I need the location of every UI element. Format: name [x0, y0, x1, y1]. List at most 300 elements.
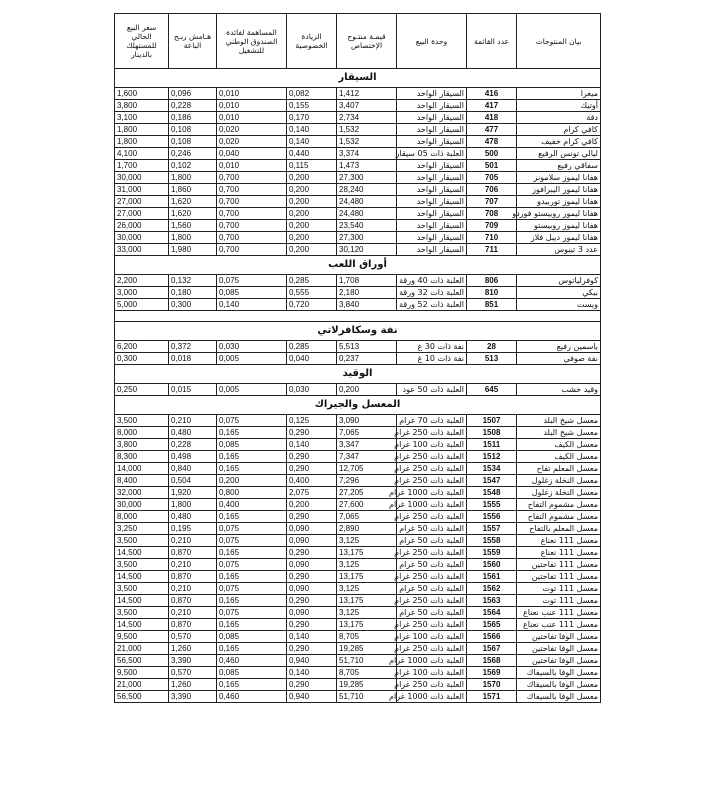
cell-margin: 0,372: [169, 341, 217, 353]
section-header-row: [115, 365, 601, 384]
cell-margin: 0,102: [169, 160, 217, 172]
cell-name: معسل 111 تفاحتين: [517, 559, 601, 571]
cell-increase: 0,090: [287, 535, 337, 547]
cell-margin: 1,800: [169, 172, 217, 184]
cell-value: 51,710: [337, 691, 397, 703]
cell-name: معسل 111 تفاحتين: [517, 571, 601, 583]
cell-contribution: 0,085: [217, 439, 287, 451]
cell-value: 19,285: [337, 679, 397, 691]
table-row: [115, 475, 601, 487]
table-row: [115, 463, 601, 475]
cell-unit: العلبة ذات 70 غرام: [397, 415, 467, 427]
cell-increase: 0,290: [287, 463, 337, 475]
table-header-row: [115, 14, 601, 69]
cell-unit: السيقار الواحد: [397, 220, 467, 232]
cell-code: 1512: [467, 451, 517, 463]
section-title: المعسل والجيراك: [115, 396, 601, 415]
cell-increase: 0,200: [287, 220, 337, 232]
cell-name: هفانا ليموز روبيستو فوردو: [517, 208, 601, 220]
cell-unit: العلبة ذات 100 غرام: [397, 631, 467, 643]
cell-name: كوفرلياتوس: [517, 275, 601, 287]
cell-value: 5,513: [337, 341, 397, 353]
cell-unit: العلبة ذات 50 غرام: [397, 607, 467, 619]
cell-name: وقيد خشب: [517, 384, 601, 396]
cell-unit: السيقار الواحد: [397, 184, 467, 196]
cell-contribution: 0,165: [217, 463, 287, 475]
table-row: [115, 499, 601, 511]
cell-name: ليالي تونس الرفيع: [517, 148, 601, 160]
cell-name: معسل النخلة زغلول: [517, 475, 601, 487]
cell-contribution: 0,700: [217, 172, 287, 184]
cell-price: 3,500: [115, 535, 169, 547]
cell-margin: 0,096: [169, 88, 217, 100]
cell-increase: 0,200: [287, 172, 337, 184]
table-row: [115, 667, 601, 679]
cell-contribution: 0,020: [217, 136, 287, 148]
cell-name: معسل الوفا بالسيفاك: [517, 679, 601, 691]
cell-name: ميغرا: [517, 88, 601, 100]
header-price: سعر البيع الحالي للمستهلك بالدينار: [115, 14, 169, 69]
table-row: [115, 160, 601, 172]
cell-margin: 3,390: [169, 655, 217, 667]
cell-name: كافي كرام خفيف: [517, 136, 601, 148]
cell-contribution: 0,700: [217, 232, 287, 244]
cell-name: معسل مشموم التفاح: [517, 511, 601, 523]
cell-name: معسل الوفا تفاحتين: [517, 643, 601, 655]
cell-unit: العلبة ذات 50 غرام: [397, 559, 467, 571]
cell-code: 1571: [467, 691, 517, 703]
cell-increase: 0,200: [287, 244, 337, 256]
cell-price: 5,000: [115, 299, 169, 311]
cell-price: 9,500: [115, 631, 169, 643]
cell-margin: 0,480: [169, 427, 217, 439]
table-row: [115, 595, 601, 607]
cell-unit: السيقار الواحد: [397, 124, 467, 136]
cell-price: 9,500: [115, 667, 169, 679]
cell-code: 1569: [467, 667, 517, 679]
cell-value: 1,532: [337, 136, 397, 148]
table-row: [115, 184, 601, 196]
cell-name: معسل الوفا بالسيفاك: [517, 667, 601, 679]
table-row: [115, 208, 601, 220]
cell-price: 0,300: [115, 353, 169, 365]
cell-increase: 0,090: [287, 583, 337, 595]
cell-contribution: 0,460: [217, 691, 287, 703]
cell-margin: 0,246: [169, 148, 217, 160]
cell-code: 418: [467, 112, 517, 124]
cell-code: 806: [467, 275, 517, 287]
cell-unit: نفة ذات 10 غ: [397, 353, 467, 365]
cell-name: أوتيك: [517, 100, 601, 112]
cell-code: 1564: [467, 607, 517, 619]
cell-increase: 0,030: [287, 384, 337, 396]
table-row: [115, 124, 601, 136]
cell-value: 19,285: [337, 643, 397, 655]
cell-code: 711: [467, 244, 517, 256]
cell-margin: 1,920: [169, 487, 217, 499]
cell-margin: 0,870: [169, 595, 217, 607]
cell-unit: العلبة ذات 50 عود: [397, 384, 467, 396]
cell-value: 3,125: [337, 559, 397, 571]
cell-price: 3,500: [115, 559, 169, 571]
cell-margin: 1,620: [169, 208, 217, 220]
cell-unit: السيقار الواحد: [397, 196, 467, 208]
cell-margin: 0,870: [169, 571, 217, 583]
cell-margin: 0,570: [169, 667, 217, 679]
cell-name: معسل المعلم بالتفاح: [517, 523, 601, 535]
cell-margin: 0,870: [169, 547, 217, 559]
cell-increase: 0,290: [287, 511, 337, 523]
cell-name: معسل الوفا بالسيفاك: [517, 691, 601, 703]
table-row: [115, 88, 601, 100]
cell-price: 3,800: [115, 100, 169, 112]
cell-increase: 0,290: [287, 679, 337, 691]
cell-contribution: 0,075: [217, 559, 287, 571]
section-title: الوقيد: [115, 365, 601, 384]
cell-contribution: 0,200: [217, 475, 287, 487]
cell-code: 710: [467, 232, 517, 244]
cell-code: 477: [467, 124, 517, 136]
cell-margin: 0,300: [169, 299, 217, 311]
cell-contribution: 0,700: [217, 208, 287, 220]
cell-margin: 1,260: [169, 679, 217, 691]
cell-margin: 1,560: [169, 220, 217, 232]
cell-unit: السيقار الواحد: [397, 208, 467, 220]
cell-contribution: 0,140: [217, 299, 287, 311]
cell-code: 513: [467, 353, 517, 365]
cell-increase: 0,200: [287, 232, 337, 244]
cell-price: 56,500: [115, 655, 169, 667]
cell-margin: 0,228: [169, 100, 217, 112]
cell-name: معسل المعلم تفاح: [517, 463, 601, 475]
cell-name: معسل شيخ البلد: [517, 415, 601, 427]
cell-price: 4,100: [115, 148, 169, 160]
table-row: [115, 275, 601, 287]
table-row: [115, 523, 601, 535]
cell-increase: 0,090: [287, 607, 337, 619]
cell-price: 14,500: [115, 547, 169, 559]
cell-unit: السيقار الواحد: [397, 232, 467, 244]
cell-code: 1568: [467, 655, 517, 667]
cell-unit: العلبة ذات 250 غرام: [397, 619, 467, 631]
cell-price: 21,000: [115, 679, 169, 691]
cell-code: 645: [467, 384, 517, 396]
cell-margin: 0,840: [169, 463, 217, 475]
cell-increase: 0,290: [287, 547, 337, 559]
cell-price: 3,250: [115, 523, 169, 535]
table-row: [115, 220, 601, 232]
cell-contribution: 0,700: [217, 196, 287, 208]
table-row: [115, 148, 601, 160]
cell-price: 14,500: [115, 619, 169, 631]
cell-price: 26,000: [115, 220, 169, 232]
table-row: [115, 535, 601, 547]
cell-code: 500: [467, 148, 517, 160]
cell-margin: 1,800: [169, 499, 217, 511]
cell-unit: العلبة ذات 50 غرام: [397, 583, 467, 595]
cell-code: 1566: [467, 631, 517, 643]
cell-margin: 1,260: [169, 643, 217, 655]
cell-name: معسل 111 عنب نعناع: [517, 619, 601, 631]
cell-increase: 0,400: [287, 475, 337, 487]
table-row: [115, 607, 601, 619]
table-row: [115, 559, 601, 571]
table-row: [115, 439, 601, 451]
cell-increase: 0,090: [287, 523, 337, 535]
cell-price: 56,500: [115, 691, 169, 703]
cell-margin: 1,860: [169, 184, 217, 196]
cell-value: 7,065: [337, 511, 397, 523]
cell-unit: العلبة ذات 1000 غرام: [397, 691, 467, 703]
header-name: بيان المنتوجات: [517, 14, 601, 69]
table-row: [115, 619, 601, 631]
cell-margin: 1,980: [169, 244, 217, 256]
spacer-row: [115, 311, 601, 322]
cell-price: 14,000: [115, 463, 169, 475]
cell-unit: السيقار الواحد: [397, 88, 467, 100]
cell-price: 3,000: [115, 287, 169, 299]
cell-code: 1547: [467, 475, 517, 487]
cell-unit: العلبة ذات 1000 غرام: [397, 655, 467, 667]
cell-contribution: 0,075: [217, 523, 287, 535]
cell-margin: 0,210: [169, 559, 217, 571]
cell-contribution: 0,085: [217, 631, 287, 643]
table-row: [115, 547, 601, 559]
cell-price: 27,000: [115, 196, 169, 208]
cell-value: 28,240: [337, 184, 397, 196]
table-row: [115, 571, 601, 583]
cell-price: 2,200: [115, 275, 169, 287]
cell-code: 478: [467, 136, 517, 148]
cell-increase: 0,125: [287, 415, 337, 427]
cell-value: 7,065: [337, 427, 397, 439]
cell-contribution: 0,165: [217, 547, 287, 559]
cell-increase: 0,200: [287, 184, 337, 196]
cell-name: هفانا ليموز اليبرافوز: [517, 184, 601, 196]
cell-code: 851: [467, 299, 517, 311]
cell-increase: 0,290: [287, 595, 337, 607]
header-unit: وحدة البيع: [397, 14, 467, 69]
cell-price: 8,300: [115, 451, 169, 463]
cell-contribution: 0,075: [217, 415, 287, 427]
cell-unit: العلبة ذات 250 غرام: [397, 475, 467, 487]
cell-unit: العلبة ذات 32 ورقة: [397, 287, 467, 299]
cell-value: 3,125: [337, 535, 397, 547]
cell-code: 707: [467, 196, 517, 208]
cell-contribution: 0,165: [217, 571, 287, 583]
cell-contribution: 0,075: [217, 535, 287, 547]
cell-contribution: 0,800: [217, 487, 287, 499]
cell-margin: 0,108: [169, 136, 217, 148]
cell-margin: 0,498: [169, 451, 217, 463]
cell-name: هفانا ليموز روبيستو: [517, 220, 601, 232]
cell-value: 1,532: [337, 124, 397, 136]
table-row: [115, 196, 601, 208]
cell-unit: العلبة ذات 1000 غرام: [397, 499, 467, 511]
cell-price: 1,600: [115, 88, 169, 100]
cell-margin: 1,800: [169, 232, 217, 244]
cell-contribution: 0,010: [217, 160, 287, 172]
cell-value: 2,180: [337, 287, 397, 299]
section-title: نفة وسكافرلاتي: [115, 322, 601, 341]
table-row: [115, 112, 601, 124]
cell-unit: العلبة ذات 250 غرام: [397, 643, 467, 655]
section-header-row: [115, 396, 601, 415]
cell-value: 13,175: [337, 547, 397, 559]
table-row: [115, 679, 601, 691]
table-row: [115, 100, 601, 112]
cell-price: 8,000: [115, 511, 169, 523]
cell-code: 810: [467, 287, 517, 299]
cell-unit: السيقار الواحد: [397, 172, 467, 184]
table-row: [115, 299, 601, 311]
cell-value: 27,300: [337, 232, 397, 244]
table-row: [115, 643, 601, 655]
table-row: [115, 427, 601, 439]
cell-contribution: 0,165: [217, 427, 287, 439]
cell-unit: العلبة ذات 1000 غرام: [397, 487, 467, 499]
cell-increase: 0,200: [287, 499, 337, 511]
cell-margin: 0,228: [169, 439, 217, 451]
cell-price: 31,000: [115, 184, 169, 196]
cell-increase: 0,940: [287, 655, 337, 667]
cell-code: 1511: [467, 439, 517, 451]
cell-contribution: 0,075: [217, 275, 287, 287]
section-header-row: [115, 256, 601, 275]
cell-price: 1,700: [115, 160, 169, 172]
cell-value: 24,480: [337, 196, 397, 208]
cell-value: 13,175: [337, 595, 397, 607]
cell-contribution: 0,085: [217, 287, 287, 299]
cell-increase: 2,075: [287, 487, 337, 499]
cell-increase: 0,290: [287, 451, 337, 463]
cell-code: 1567: [467, 643, 517, 655]
cell-unit: السيقار الواحد: [397, 136, 467, 148]
cell-value: 3,090: [337, 415, 397, 427]
cell-code: 706: [467, 184, 517, 196]
cell-value: 7,347: [337, 451, 397, 463]
table-row: [115, 287, 601, 299]
cell-name: نفة صوفي: [517, 353, 601, 365]
header-value: قيمـة منتـوج الإختصاص: [337, 14, 397, 69]
table-row: [115, 172, 601, 184]
cell-margin: 0,210: [169, 415, 217, 427]
cell-code: 1548: [467, 487, 517, 499]
cell-unit: العلبة ذات 05 سيقار: [397, 148, 467, 160]
cell-code: 1556: [467, 511, 517, 523]
section-header-row: [115, 322, 601, 341]
cell-name: سفاقي رفيع: [517, 160, 601, 172]
cell-increase: 0,170: [287, 112, 337, 124]
cell-contribution: 0,700: [217, 244, 287, 256]
cell-code: 1508: [467, 427, 517, 439]
cell-unit: العلبة ذات 40 ورقة: [397, 275, 467, 287]
table-row: [115, 415, 601, 427]
cell-unit: العلبة ذات 250 غرام: [397, 511, 467, 523]
cell-price: 0,250: [115, 384, 169, 396]
cell-value: 51,710: [337, 655, 397, 667]
cell-code: 1558: [467, 535, 517, 547]
section-title: أوراق اللعب: [115, 256, 601, 275]
cell-value: 1,708: [337, 275, 397, 287]
cell-value: 3,125: [337, 607, 397, 619]
table-row: [115, 341, 601, 353]
cell-name: كافي كرام: [517, 124, 601, 136]
cell-name: معسل 111 عنب نعناع: [517, 607, 601, 619]
cell-contribution: 0,700: [217, 220, 287, 232]
cell-margin: 1,620: [169, 196, 217, 208]
cell-price: 1,800: [115, 124, 169, 136]
cell-contribution: 0,460: [217, 655, 287, 667]
cell-unit: العلبة ذات 250 غرام: [397, 463, 467, 475]
cell-price: 14,500: [115, 571, 169, 583]
cell-value: 23,540: [337, 220, 397, 232]
price-table: [114, 13, 601, 703]
cell-name: ويست: [517, 299, 601, 311]
cell-increase: 0,040: [287, 353, 337, 365]
table-row: [115, 384, 601, 396]
header-contribution: المساهمة لفائدة الصندوق الوطني للتشغيل: [217, 14, 287, 69]
cell-margin: 0,210: [169, 583, 217, 595]
cell-margin: 0,504: [169, 475, 217, 487]
cell-unit: السيقار الواحد: [397, 112, 467, 124]
cell-name: معسل النخلة زغلول: [517, 487, 601, 499]
cell-unit: السيقار الواحد: [397, 160, 467, 172]
cell-increase: 0,090: [287, 559, 337, 571]
cell-price: 3,800: [115, 439, 169, 451]
cell-value: 27,300: [337, 172, 397, 184]
table-row: [115, 136, 601, 148]
table-row: [115, 511, 601, 523]
cell-unit: العلبة ذات 100 غرام: [397, 439, 467, 451]
cell-value: 3,374: [337, 148, 397, 160]
cell-contribution: 0,400: [217, 499, 287, 511]
cell-unit: العلبة ذات 250 غرام: [397, 547, 467, 559]
cell-margin: 0,480: [169, 511, 217, 523]
cell-contribution: 0,165: [217, 511, 287, 523]
cell-contribution: 0,005: [217, 353, 287, 365]
cell-margin: 0,132: [169, 275, 217, 287]
cell-contribution: 0,700: [217, 184, 287, 196]
cell-unit: العلبة ذات 250 غرام: [397, 451, 467, 463]
cell-code: 501: [467, 160, 517, 172]
cell-price: 21,000: [115, 643, 169, 655]
cell-contribution: 0,040: [217, 148, 287, 160]
cell-code: 1555: [467, 499, 517, 511]
cell-value: 3,125: [337, 583, 397, 595]
cell-margin: 0,186: [169, 112, 217, 124]
cell-price: 8,000: [115, 427, 169, 439]
cell-increase: 0,720: [287, 299, 337, 311]
cell-unit: نفة ذات 30 غ: [397, 341, 467, 353]
cell-margin: 0,018: [169, 353, 217, 365]
cell-increase: 0,082: [287, 88, 337, 100]
cell-contribution: 0,075: [217, 607, 287, 619]
cell-unit: العلبة ذات 250 غرام: [397, 679, 467, 691]
cell-name: هفانا ليموز توربيدو: [517, 196, 601, 208]
cell-name: معسل 111 توت: [517, 583, 601, 595]
cell-value: 3,347: [337, 439, 397, 451]
cell-contribution: 0,010: [217, 112, 287, 124]
cell-value: 13,175: [337, 619, 397, 631]
table-row: [115, 232, 601, 244]
cell-contribution: 0,165: [217, 643, 287, 655]
table-row: [115, 451, 601, 463]
cell-value: 8,705: [337, 631, 397, 643]
cell-increase: 0,140: [287, 631, 337, 643]
cell-name: معسل الكيف: [517, 451, 601, 463]
cell-contribution: 0,030: [217, 341, 287, 353]
